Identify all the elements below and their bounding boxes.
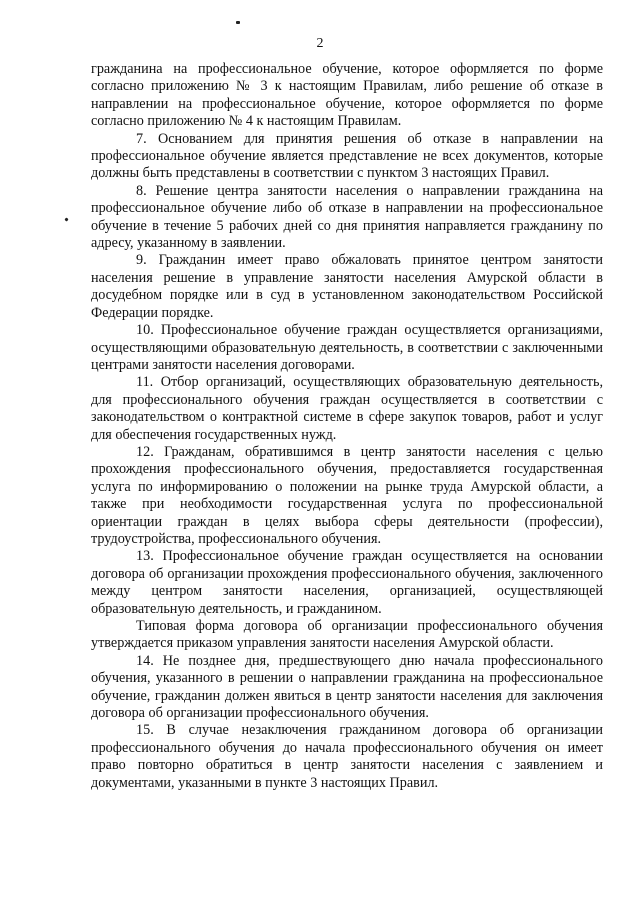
paragraph: гражданина на профессиональное обучение, которое оформляется по форме согласно приложению № 3 к настоящим Правилам, либо решение об отказе в направлении на профессиональное обучение, которое оформляется по форме согласно приложению № 4 к настоящим Правилам. [91, 61, 603, 130]
paragraph: 12. Гражданам, обратившимся в центр занятости населения с целью прохождения профессионального обучения, предоставляется государственная услуга по информированию о положении на рынке труда Амурской области, а также при необходимости государственная услуга по профессиональной ориентации граждан в целях выбора сферы деятельности (профессии), трудоустройства, профессионального обучения. [91, 443, 603, 547]
paragraph: 8. Решение центра занятости населения о направлении гражданина на профессиональное обучение либо об отказе в направлении на профессиональное обучение в течение 5 рабочих дней со дня принятия направляется гражданину по адресу, указанному в заявлении. [91, 182, 603, 252]
paragraph: 14. Не позднее дня, предшествующего дню начала профессионального обучения, указанного в решении о направлении гражданина на профессиональное обучение, гражданин должен явиться в центр занятости населения для заключения договора об организации профессионального обучения. [91, 652, 603, 722]
paragraph: 7. Основанием для принятия решения об отказе в направлении на профессиональное обучение является представление не всех документов, которые должны быть представлены в соответствии с пунктом 3 настоящих Правил. [91, 130, 603, 182]
paragraph: Типовая форма договора об организации профессионального обучения утверждается приказом управления занятости населения Амурской области. [91, 618, 603, 652]
paragraph: 15. В случае незаключения гражданином договора об организации профессионального обучения до начала профессионального обучения он имеет право повторно обратиться в центр занятости населения с заявлением и документами, указанными в пункте 3 настоящих Правил. [91, 722, 603, 791]
paragraph: 9. Гражданин имеет право обжаловать принятое центром занятости населения решение в управление занятости населения Амурской области в досудебном порядке или в суд в установленном законодательством Российской Федерации порядке. [91, 252, 603, 321]
scan-speck [236, 21, 240, 24]
paragraph: 13. Профессиональное обучение граждан осуществляется на основании договора об организации прохождения профессионального обучения, заключенного между центром занятости населения, организацией, осуществляющей образовательную деятельность, и гражданином. [91, 548, 603, 617]
scan-speck [64, 217, 68, 221]
paragraph: 10. Профессиональное обучение граждан осуществляется организациями, осуществляющими образовательную деятельность, в соответствии с заключенными центрами занятости населения договорами. [91, 322, 603, 373]
paragraph: 11. Отбор организаций, осуществляющих образовательную деятельность, для профессионального обучения граждан осуществляется в соответствии с законодательством о контрактной системе в сфере закупок товаров, работ и услуг для обеспечения государственных нужд. [91, 374, 603, 443]
page-number: 2 [316, 36, 324, 51]
document-body [91, 61, 603, 792]
